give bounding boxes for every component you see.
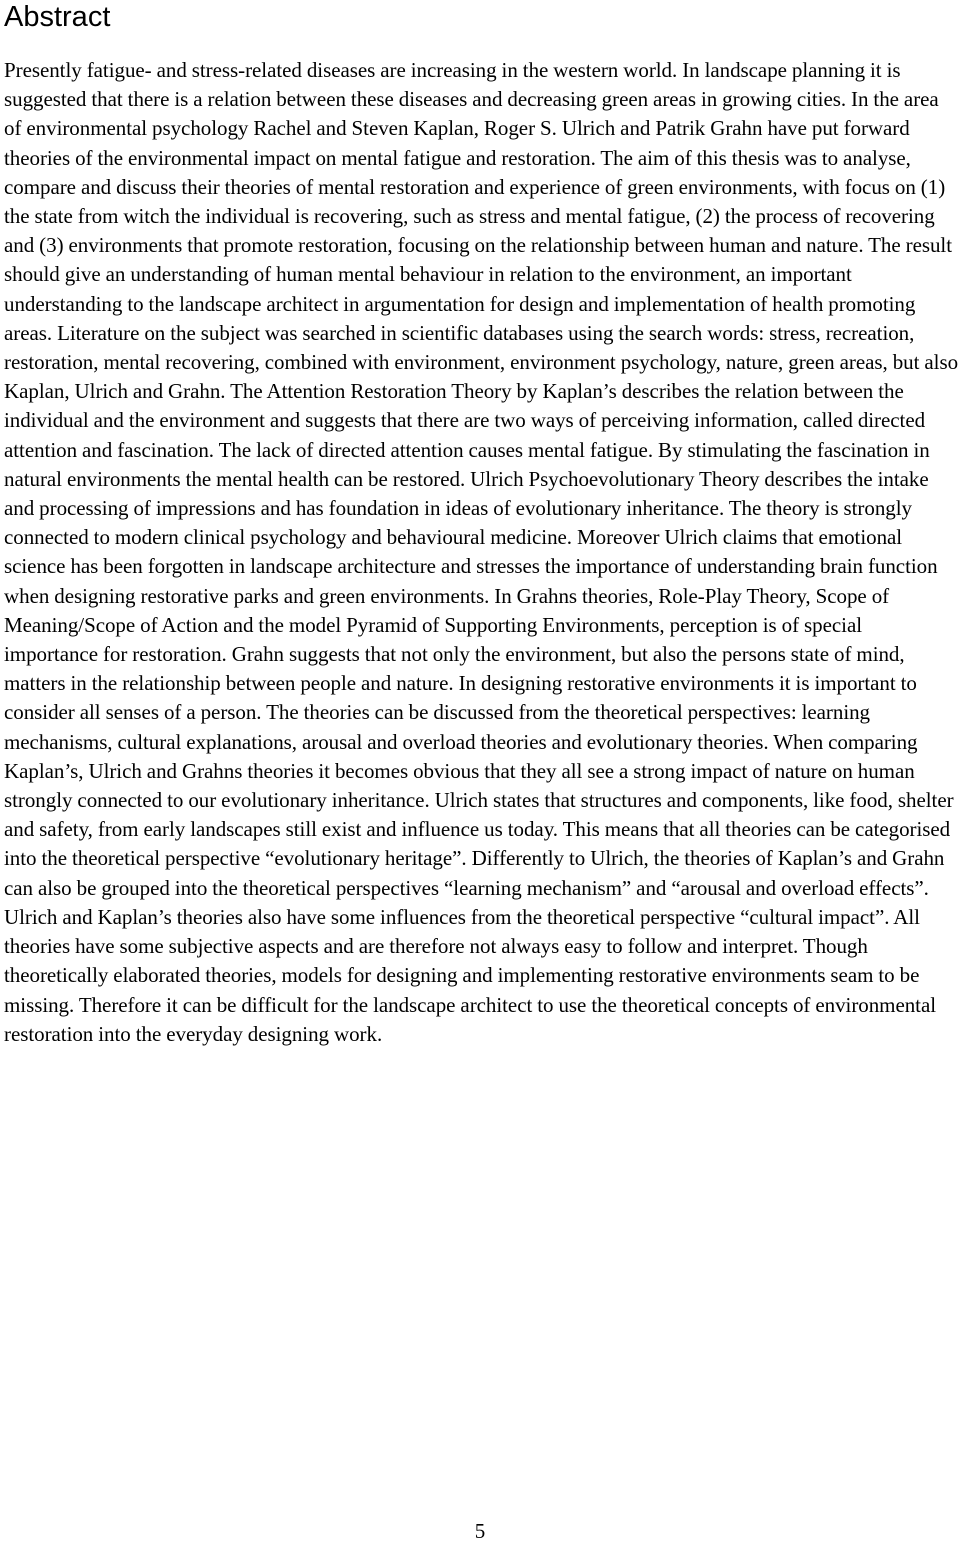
abstract-paragraph: Presently fatigue- and stress-related diseases are increasing in the western world. In landscape planning it is suggested that there is a relation between these diseases and decreasing green areas in growing cities. In the area of environmental psychology Rachel and Steven Kaplan, Roger S. Ulrich and Patrik Grahn have put forward theories of the environmental impact on mental fatigue and restoration. The aim of this thesis was to analyse, compare and discuss their theories of mental restoration and experience of green environments, with focus on (1) the state from witch the individual is recovering, such as stress and mental fatigue, (2) the process of recovering and (3) environments that promote restoration, focusing on the relationship between human and nature. The result should give an understanding of human mental behaviour in relation to the environment, an important understanding to the landscape architect in argumentation for design and implementation of health promoting areas. Literature on the subject was searched in scientific databases using the search words: stress, recreation, restoration, mental recovering, combined with environment, environment psychology, nature, green areas, but also Kaplan, Ulrich and Grahn. The Attention Restoration Theory by Kaplan’s describes the relation between the individual and the environment and suggests that there are two ways of perceiving information, called directed attention and fascination. The lack of directed attention causes mental fatigue. By stimulating the fascination in natural environments the mental health can be restored. Ulrich Psychoevolutionary Theory describes the intake and processing of impressions and has foundation in ideas of evolutionary inheritance. The theory is strongly connected to modern clinical psychology and behavioural medicine. Moreover Ulrich claims that emotional science has been forgotten in landscape architecture and stresses the importance of understanding brain function when designing restorative parks and green environments. In Grahns theories, Role-Play Theory, Scope of Meaning/Scope of Action and the model Pyramid of Supporting Environments, perception is of special importance for restoration. Grahn suggests that not only the environment, but also the persons state of mind, matters in the relationship between people and nature. In designing restorative environments it is important to consider all senses of a person. The theories can be discussed from the theoretical perspectives: learning mechanisms, cultural explanations, arousal and overload theories and evolutionary theories. When comparing Kaplan’s, Ulrich and Grahns theories it becomes obvious that they all see a strong impact of nature on human strongly connected to our evolutionary inheritance. Ulrich states that structures and components, like food, shelter and safety, from early landscapes still exist and influence us today. This means that all theories can be categorised into the theoretical perspective “evolutionary heritage”. Differently to Ulrich, the theories of Kaplan’s and Grahn can also be grouped into the theoretical perspectives “learning mechanism” and “arousal and overload effects”. Ulrich and Kaplan’s theories also have some influences from the theoretical perspective “cultural impact”. All theories have some subjective aspects and are therefore not always easy to follow and interpret. Though theoretically elaborated theories, models for designing and implementing restorative environments seam to be missing. Therefore it can be difficult for the landscape architect to use the theoretical concepts of environmental restoration into the everyday designing work. — [4, 58, 959, 1046]
page-number: 5 — [474, 1519, 486, 1543]
section-heading: Abstract — [4, 1, 111, 33]
